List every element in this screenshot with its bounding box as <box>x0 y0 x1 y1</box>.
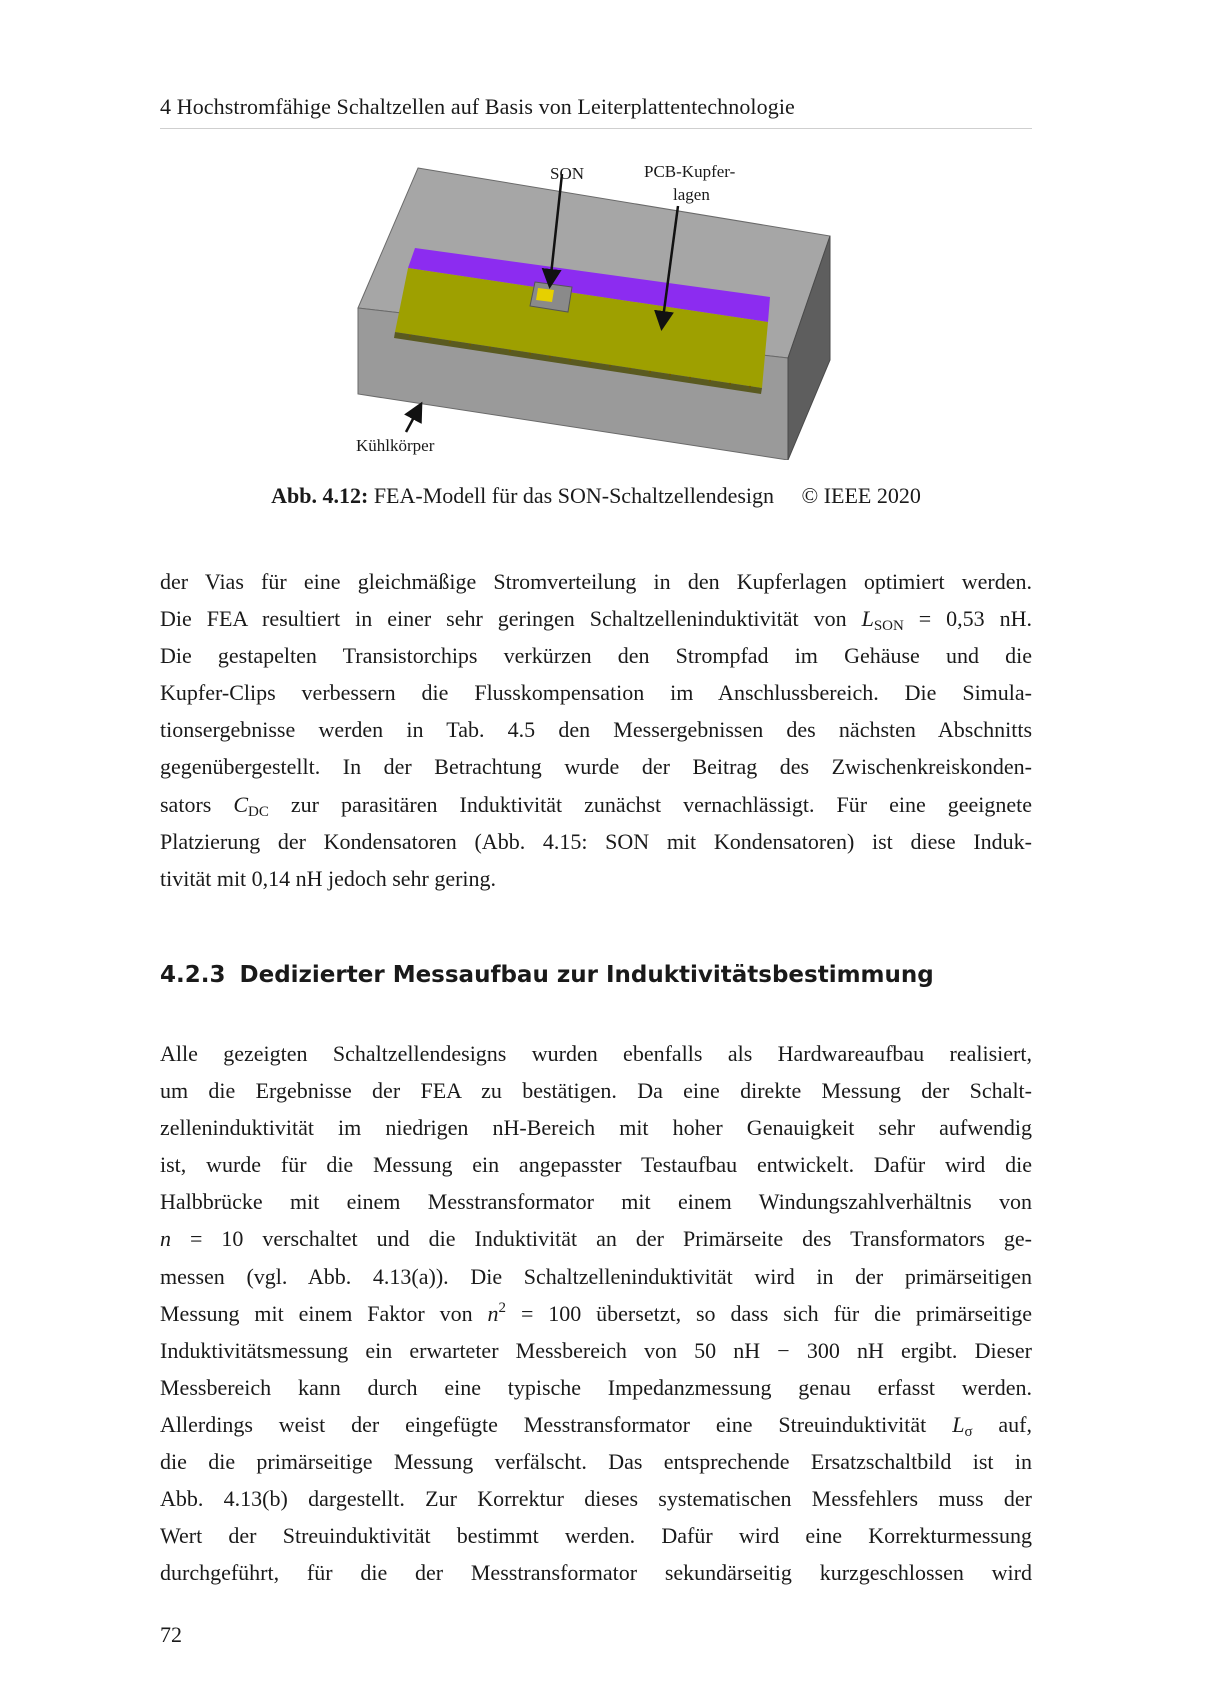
math-symbol: n <box>160 1226 171 1252</box>
figure-caption <box>160 483 1032 509</box>
math-symbol: n <box>487 1300 499 1326</box>
heatsink-arrow <box>406 406 420 432</box>
section-title: Dedizierter Messaufbau zur Induktivitätsbestimmung <box>239 962 934 988</box>
label-son: SON <box>550 164 585 183</box>
text-span: Allerdings weist der eingefügte Messtransformator eine Streuinduktivität <box>160 1411 927 1437</box>
text-span: zur parasitären Induktivität zunächst vernachlässigt. Für eine geeignete <box>290 791 1033 817</box>
label-pcb-line2: lagen <box>673 185 710 204</box>
label-heatsink: Kühlkörper <box>356 436 435 455</box>
text-line: gegenübergestellt. In der Betrachtung wurde der Beitrag des Zwischenkreiskonden- <box>160 754 1032 780</box>
text-line: zelleninduktivität im niedrigen nH-Bereich mit hoher Genauigkeit sehr aufwendig <box>160 1115 1032 1141</box>
text-span: = 10 verschaltet und die Induktivität an der Primärseite des Transformators ge- <box>171 1226 1032 1252</box>
text-line: um die Ergebnisse der FEA zu bestätigen. Da eine direkte Messung der Schalt- <box>160 1078 1032 1104</box>
text-span: Messung mit einem Faktor von <box>160 1300 473 1326</box>
fea-model-illustration <box>340 150 860 460</box>
text-line: tivität mit 0,14 nH jedoch sehr gering. <box>160 865 497 891</box>
text-line: Halbbrücke mit einem Messtransformator mit einem Windungszahlverhältnis von <box>160 1189 1032 1215</box>
text-span: = 100 übersetzt, so dass sich für die primärseitige <box>506 1300 1032 1326</box>
text-line: tionsergebnisse werden in Tab. 4.5 den Messergebnissen des nächsten Abschnitts <box>160 717 1032 743</box>
text-line <box>160 786 1032 823</box>
son-chip <box>536 288 554 302</box>
text-span: auf, <box>998 1411 1033 1437</box>
math-subscript: DC <box>248 803 269 820</box>
text-line: durchgeführt, für die der Messtransformator sekundärseitig kurzgeschlossen wird <box>160 1560 1032 1586</box>
text-line: Die gestapelten Transistorchips verkürzen den Strompfad im Gehäuse und die <box>160 643 1032 669</box>
paragraph-measurement-setup <box>160 1035 1032 1591</box>
text-line: Alle gezeigten Schaltzellendesigns wurden ebenfalls als Hardwareaufbau realisiert, <box>160 1041 1032 1066</box>
running-head: 4 Hochstromfähige Schaltzellen auf Basis von Leiterplattentechnologie <box>160 94 795 119</box>
text-line <box>160 600 1032 637</box>
text-span: Die FEA resultiert in einer sehr geringen Schaltzelleninduktivität von <box>160 606 847 632</box>
paragraph-fea-results <box>160 563 1032 897</box>
text-line: Messbereich kann durch eine typische Impedanzmessung genau erfasst werden. <box>160 1374 1032 1400</box>
section-heading <box>160 962 1032 988</box>
header-rule <box>160 128 1032 129</box>
text-line: Induktivitätsmessung ein erwarteter Messbereich von 50 nH − 300 nH ergibt. Dieser <box>160 1337 1032 1363</box>
text-line <box>160 1406 1032 1443</box>
caption-copyright: © IEEE 2020 <box>801 483 921 508</box>
fea-model-figure <box>340 150 860 460</box>
text-line: Wert der Streuinduktivität bestimmt werden. Dafür wird eine Korrekturmessung <box>160 1523 1032 1549</box>
label-pcb-line1: PCB-Kupfer- <box>644 162 736 181</box>
math-symbol: L <box>861 606 874 632</box>
text-line: Kupfer-Clips verbessern die Flusskompensation im Anschlussbereich. Die Simula- <box>160 680 1032 706</box>
math-subscript: SON <box>873 618 904 635</box>
math-symbol: C <box>233 791 249 817</box>
math-symbol: L <box>952 1411 965 1437</box>
text-line: Abb. 4.13(b) dargestellt. Zur Korrektur dieses systematischen Messfehlers muss der <box>160 1486 1032 1512</box>
caption-label: Abb. 4.12: <box>271 483 369 508</box>
page-number: 72 <box>160 1622 182 1647</box>
text-line: die die primärseitige Messung verfälscht. Das entsprechende Ersatzschaltbild ist in <box>160 1449 1032 1475</box>
text-line: ist, wurde für die Messung ein angepasster Testaufbau entwickelt. Dafür wird die <box>160 1152 1032 1178</box>
text-line: messen (vgl. Abb. 4.13(a)). Die Schaltzelleninduktivität wird in der primärseitigen <box>160 1263 1032 1289</box>
section-number: 4.2.3 <box>160 962 226 988</box>
caption-text: FEA-Modell für das SON-Schaltzellendesign <box>373 483 775 508</box>
text-line <box>160 1295 1032 1332</box>
text-line: Platzierung der Kondensatoren (Abb. 4.15: SON mit Kondensatoren) ist diese Induk- <box>160 828 1032 854</box>
text-line: der Vias für eine gleichmäßige Stromverteilung in den Kupferlagen optimiert werden. <box>160 569 1032 594</box>
math-superscript: 2 <box>498 1299 507 1316</box>
text-span: sators <box>160 791 212 817</box>
math-subscript: σ <box>964 1423 973 1440</box>
text-line <box>160 1220 1032 1257</box>
text-span: = 0,53 nH. <box>903 606 1033 632</box>
